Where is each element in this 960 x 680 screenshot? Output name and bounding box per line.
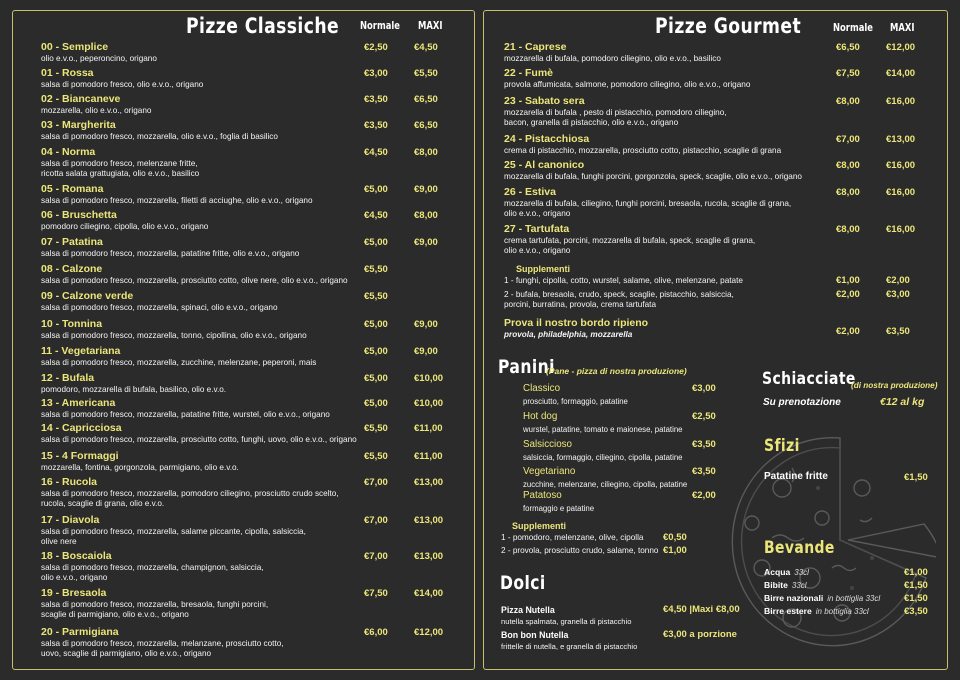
pizza-price-normal: €7,50: [364, 588, 388, 599]
panino-price: €3,50: [692, 439, 716, 450]
pizza-price-normal: €3,50: [364, 94, 388, 105]
pizza-price-normal: €6,50: [836, 42, 860, 53]
pizza-price-maxi: €8,00: [414, 147, 438, 158]
pizza-name: 02 - Biancaneve: [41, 93, 121, 105]
pizza-price-normal: €7,00: [364, 551, 388, 562]
panini-title: Panini: [498, 356, 555, 378]
pizza-price-normal: €7,00: [364, 515, 388, 526]
pizza-price-normal: €5,00: [364, 184, 388, 195]
pizza-price-maxi: €16,00: [886, 187, 916, 198]
classic-pizza-item: [41, 319, 307, 341]
drink-name: Birre estere: [764, 606, 812, 616]
classic-pizza-item: [41, 237, 299, 259]
gourmet-pizza-item: [504, 134, 781, 156]
pizza-ingredients: mozzarella di bufala, ciliegino, funghi porcini, bresaola, rucola, scaglie di grana, olio e.v.o., origano: [504, 198, 792, 218]
pizza-ingredients: pomodoro ciliegino, cipolla, olio e.v.o., origano: [41, 221, 209, 231]
classic-pizza-item: [41, 551, 264, 583]
drink-row: [764, 567, 809, 577]
drink-size: in bottiglia 33cl: [827, 594, 881, 603]
pizza-price-normal: €5,00: [364, 346, 388, 357]
pizza-name: 26 - Estiva: [504, 186, 556, 198]
classic-pizza-item: [41, 94, 151, 116]
pizza-price-normal: €5,00: [364, 373, 388, 384]
pizza-name: 16 - Rucola: [41, 476, 98, 488]
gourmet-supplement-1-normal: €1,00: [836, 275, 860, 286]
pizza-ingredients: salsa di pomodoro fresco, mozzarella, melanzane, prosciutto cotto, uovo, scaglie di parmigiano, olio e.v.o., origano: [41, 638, 284, 658]
gourmet-supplement-2-normal: €2,00: [836, 289, 860, 300]
classic-pizza-item: [41, 398, 330, 420]
pizza-price-normal: €3,00: [364, 68, 388, 79]
gourmet-supplement-1: 1 - funghi, cipolla, cotto, wurstel, salame, olive, melenzane, patate: [504, 276, 743, 285]
drink-row: [764, 580, 807, 590]
pizza-ingredients: mozzarella di bufala, pomodoro ciliegino, olio e.v.o., basilico: [504, 53, 721, 63]
pizza-ingredients: salsa di pomodoro fresco, mozzarella, bresaola, funghi porcini, scaglie di parmigiano, olio e.v.o., origano: [41, 599, 269, 619]
pizza-price-maxi: €11,00: [414, 423, 443, 434]
drink-price: €3,50: [904, 606, 928, 617]
classic-pizza-item: [41, 515, 306, 547]
classic-col-maxi: MAXI: [418, 20, 443, 32]
pizza-price-normal: €7,00: [836, 134, 860, 145]
pizza-name: 11 - Vegetariana: [41, 345, 121, 357]
pizza-price-maxi: €13,00: [414, 515, 444, 526]
panino-price: €2,00: [692, 490, 716, 501]
classic-col-normal: Normale: [360, 20, 400, 32]
sfizi-title: Sfizi: [764, 436, 800, 456]
pizza-price-maxi: €9,00: [414, 184, 438, 195]
pizza-price-normal: €5,00: [364, 398, 388, 409]
pizza-price-maxi: €4,50: [414, 42, 438, 53]
gourmet-supplement-2-maxi: €3,00: [886, 289, 910, 300]
pizza-price-normal: €4,50: [364, 147, 388, 158]
classic-pizza-item: [41, 147, 199, 179]
drink-name: Bibite: [764, 580, 788, 590]
classic-pizza-item: [41, 291, 278, 313]
pizza-name: 25 - Al canonico: [504, 159, 585, 171]
pizza-price-maxi: €9,00: [414, 346, 438, 357]
gourmet-pizza-item: [504, 42, 721, 64]
classic-pizza-item: [41, 477, 339, 509]
drink-size: in bottiglia 33cl: [815, 607, 869, 616]
pizza-price-normal: €7,00: [364, 477, 388, 488]
pizza-ingredients: salsa di pomodoro fresco, mozzarella, champignon, salsiccia, olio e.v.o., origano: [41, 562, 264, 582]
dolci-item-2-desc: frittelle di nutella, e granella di pistacchio: [501, 642, 638, 651]
pizza-ingredients: olio e.v.o., peperoncino, origano: [41, 53, 157, 63]
drink-row: [764, 593, 880, 603]
pizza-price-maxi: €12,00: [414, 627, 444, 638]
dolci-title: Dolci: [500, 572, 546, 594]
pizza-name: 15 - 4 Formaggi: [41, 450, 119, 462]
panino-name: Patatoso: [523, 490, 562, 501]
pizza-price-maxi: €13,00: [414, 551, 444, 562]
pizza-price-maxi: €12,00: [886, 42, 916, 53]
pizza-price-normal: €5,50: [364, 451, 388, 462]
pizza-price-maxi: €11,00: [414, 451, 443, 462]
pizza-price-normal: €3,50: [364, 120, 388, 131]
pizza-price-normal: €5,50: [364, 264, 388, 275]
classic-pizza-item: [41, 42, 157, 64]
pizza-name: 21 - Caprese: [504, 41, 567, 53]
pizza-ingredients: salsa di pomodoro fresco, mozzarella, filetti di acciughe, olio e.v.o., origano: [41, 195, 313, 205]
pizza-ingredients: salsa di pomodoro fresco, mozzarella, spinaci, olio e.v.o., origano: [41, 302, 278, 312]
pizza-price-normal: €2,50: [364, 42, 388, 53]
classic-pizza-item: [41, 588, 268, 620]
pizza-ingredients: salsa di pomodoro fresco, melenzane fritte, ricotta salata grattugiata, olio e.v.o., basilico: [41, 158, 200, 178]
pizza-ingredients: mozzarella di bufala , pesto di pistacchio, pomodoro ciliegino, bacon, granella di pistacchio, olio e.v.o., origano: [504, 107, 727, 127]
pizza-name: 18 - Boscaiola: [41, 550, 112, 562]
schiacciate-note: Su prenotazione: [763, 397, 841, 408]
pizza-name: 10 - Tonnina: [41, 318, 103, 330]
classic-pizza-item: [41, 373, 226, 395]
pizza-name: 27 - Tartufata: [504, 223, 570, 235]
pizza-ingredients: salsa di pomodoro fresco, mozzarella, zucchine, melenzane, peperoni, mais: [41, 357, 317, 367]
stuffed-crust-normal: €2,00: [836, 326, 860, 337]
dolci-item-1-price: €4,50 |Maxi €8,00: [663, 604, 740, 615]
pizza-ingredients: salsa di pomodoro fresco, mozzarella, olio e.v.o., foglia di basilico: [41, 131, 278, 141]
gourmet-supplement-1-maxi: €2,00: [886, 275, 910, 286]
panini-supplement-2-price: €1,00: [663, 545, 687, 556]
panini-supplement-1-price: €0,50: [663, 532, 687, 543]
pizza-name: 03 - Margherita: [41, 119, 116, 131]
gourmet-pizza-item: [504, 160, 802, 182]
dolci-item-1-desc: nutella spalmata, granella di pistacchio: [501, 617, 632, 626]
drink-price: €1,00: [904, 567, 928, 578]
panino-ingredients: prosciutto, formaggio, patatine: [523, 397, 628, 406]
pizza-name: 22 - Fumè: [504, 67, 554, 79]
classic-pizza-item: [41, 120, 278, 142]
pizza-price-maxi: €16,00: [886, 224, 916, 235]
pizza-ingredients: provola affumicata, salmone, pomodoro ciliegino, olio e.v.o., origano: [504, 79, 751, 89]
dolci-item-2-name: Bon bon Nutella: [501, 630, 569, 640]
sfizi-item-name: Patatine fritte: [764, 471, 828, 482]
sfizi-item-price: €1,50: [904, 472, 928, 483]
pizza-price-maxi: €13,00: [886, 134, 916, 145]
dolci-item-2-price: €3,00 a porzione: [663, 629, 737, 640]
drink-price: €1,50: [904, 580, 928, 591]
pizza-price-maxi: €6,50: [414, 120, 438, 131]
pizza-price-normal: €7,50: [836, 68, 860, 79]
panini-supplements-title: Supplementi: [512, 521, 567, 531]
pizza-ingredients: salsa di pomodoro fresco, mozzarella, prosciutto cotto, funghi, uovo, olio e.v.o., origano: [41, 434, 357, 444]
pizza-name: 12 - Bufala: [41, 372, 95, 384]
pizza-price-normal: €5,00: [364, 237, 388, 248]
schiacciate-title: Schiacciate: [762, 369, 856, 389]
gourmet-col-normal: Normale: [833, 22, 873, 34]
pizza-ingredients: crema di pistacchio, mozzarella, prosciutto cotto, pistacchio, scaglie di grana: [504, 145, 782, 155]
classic-pizza-item: [41, 423, 357, 445]
pizza-price-normal: €6,00: [364, 627, 388, 638]
pizza-name: 00 - Semplice: [41, 41, 109, 53]
gourmet-col-maxi: MAXI: [890, 22, 915, 34]
gourmet-pizza-item: [504, 96, 727, 128]
panino-ingredients: zucchine, melenzane, ciliegino, cipolla, patatine: [523, 480, 688, 489]
gourmet-pizza-item: [504, 68, 750, 90]
pizza-name: 05 - Romana: [41, 183, 104, 195]
drink-name: Acqua: [764, 567, 791, 577]
pizza-price-maxi: €16,00: [886, 160, 916, 171]
panino-price: €3,00: [692, 383, 716, 394]
pizza-price-normal: €8,00: [836, 224, 860, 235]
pizza-ingredients: salsa di pomodoro fresco, mozzarella, tonno, cipollina, olio e.v.o., origano: [41, 330, 307, 340]
gourmet-title: Pizze Gourmet: [655, 14, 802, 38]
pizza-price-normal: €8,00: [836, 187, 860, 198]
pizza-name: 01 - Rossa: [41, 67, 94, 79]
panino-name: Vegetariano: [523, 466, 576, 477]
pizza-price-maxi: €9,00: [414, 237, 438, 248]
classic-pizza-item: [41, 451, 239, 473]
panini-supplement-2: 2 - provola, prosciutto crudo, salame, tonno: [501, 546, 659, 555]
drink-price: €1,50: [904, 593, 928, 604]
pizza-price-maxi: €14,00: [886, 68, 916, 79]
classic-title: Pizze Classiche: [186, 14, 340, 38]
classic-pizza-item: [41, 210, 208, 232]
pizza-name: 14 - Capricciosa: [41, 422, 122, 434]
pizza-ingredients: salsa di pomodoro fresco, mozzarella, pomodoro ciliegino, prosciutto crudo scelto, rucola, scaglie di grana, olio e.v.o.: [41, 488, 339, 508]
panino-price: €3,50: [692, 466, 716, 477]
drink-row: [764, 606, 869, 616]
classic-pizza-item: [41, 264, 348, 286]
classic-pizza-item: [41, 346, 316, 368]
panini-supplement-1: 1 - pomodoro, melenzane, olive, cipolla: [501, 533, 644, 542]
drink-size: 33cl: [794, 568, 809, 577]
gourmet-supplement-2: 2 - bufala, bresaola, crudo, speck, scaglie, pistacchio, salsiccia, porcini, burratina, provola, crema tartufata: [504, 290, 734, 309]
classic-pizza-item: [41, 68, 203, 90]
pizza-name: 06 - Bruschetta: [41, 209, 117, 221]
pizza-ingredients: mozzarella di bufala, funghi porcini, gorgonzola, speck, scaglie, olio e.v.o., origano: [504, 171, 802, 181]
stuffed-crust-maxi: €3,50: [886, 326, 910, 337]
pizza-price-normal: €8,00: [836, 160, 860, 171]
pizza-price-normal: €8,00: [836, 96, 860, 107]
pizza-price-normal: €5,50: [364, 291, 388, 302]
pizza-price-maxi: €10,00: [414, 373, 444, 384]
drink-size: 33cl: [791, 581, 807, 590]
drink-name: Birre nazionali: [764, 593, 824, 603]
pizza-name: 19 - Bresaola: [41, 587, 107, 599]
pizza-price-maxi: €5,50: [414, 68, 438, 79]
pizza-name: 20 - Parmigiana: [41, 626, 119, 638]
dolci-item-1-name: Pizza Nutella: [501, 605, 555, 615]
pizza-name: 09 - Calzone verde: [41, 290, 134, 302]
gourmet-pizza-item: [504, 187, 791, 219]
classic-pizza-item: [41, 627, 284, 659]
panini-subtitle: (Pane - pizza di nostra produzione): [546, 366, 687, 376]
panino-ingredients: formaggio e patatine: [523, 504, 595, 513]
pizza-ingredients: mozzarella, olio e.v.o., origano: [41, 105, 152, 115]
pizza-price-maxi: €14,00: [414, 588, 444, 599]
bevande-title: Bevande: [764, 538, 835, 558]
schiacciate-subtitle: (di nostra produzione): [851, 381, 938, 390]
panino-name: Salsiccioso: [523, 439, 573, 450]
pizza-ingredients: salsa di pomodoro fresco, mozzarella, salame piccante, cipolla, salsiccia, olive nere: [41, 526, 306, 546]
pizza-name: 24 - Pistacchiosa: [504, 133, 590, 145]
pizza-ingredients: pomodoro, mozzarella di bufala, basilico, olio e.v.o.: [41, 384, 227, 394]
panino-price: €2,50: [692, 411, 716, 422]
panino-name: Hot dog: [523, 411, 558, 422]
pizza-name: 07 - Patatina: [41, 236, 103, 248]
pizza-ingredients: salsa di pomodoro fresco, mozzarella, prosciutto cotto, olive nere, olio e.v.o., origano: [41, 275, 348, 285]
pizza-ingredients: crema tartufata, porcini, mozzarella di bufala, speck, scaglie di grana, olio e.v.o., origano: [504, 235, 756, 255]
pizza-price-maxi: €9,00: [414, 319, 438, 330]
pizza-name: 23 - Sabato sera: [504, 95, 585, 107]
pizza-price-maxi: €10,00: [414, 398, 444, 409]
pizza-name: 04 - Norma: [41, 146, 96, 158]
pizza-ingredients: mozzarella, fontina, gorgonzola, parmigiano, olio e.v.o.: [41, 462, 239, 472]
pizza-price-maxi: €6,50: [414, 94, 438, 105]
pizza-name: 17 - Diavola: [41, 514, 100, 526]
pizza-name: 08 - Calzone: [41, 263, 103, 275]
pizza-ingredients: salsa di pomodoro fresco, mozzarella, patatine fritte, olio e.v.o., origano: [41, 248, 300, 258]
gourmet-supplements-title: Supplementi: [516, 264, 571, 274]
classic-pizza-item: [41, 184, 313, 206]
stuffed-crust-title: Prova il nostro bordo ripieno: [504, 317, 649, 329]
pizza-ingredients: salsa di pomodoro fresco, olio e.v.o., origano: [41, 79, 204, 89]
pizza-price-normal: €4,50: [364, 210, 388, 221]
gourmet-pizza-item: [504, 224, 755, 256]
pizza-price-maxi: €13,00: [414, 477, 444, 488]
pizza-name: 13 - Americana: [41, 397, 116, 409]
schiacciate-price: €12 al kg: [880, 396, 925, 408]
panino-ingredients: wurstel, patatine, tomato e maionese, patatine: [523, 425, 683, 434]
pizza-price-normal: €5,00: [364, 319, 388, 330]
pizza-price-maxi: €8,00: [414, 210, 438, 221]
panino-name: Classico: [523, 383, 561, 394]
pizza-ingredients: salsa di pomodoro fresco, mozzarella, patatine fritte, wurstel, olio e.v.o., origano: [41, 409, 330, 419]
stuffed-crust-desc: provola, philadelphia, mozzarella: [504, 330, 633, 339]
pizza-price-normal: €5,50: [364, 423, 388, 434]
panino-ingredients: salsiccia, formaggio, ciliegino, cipolla, patatine: [523, 453, 683, 462]
pizza-price-maxi: €16,00: [886, 96, 916, 107]
